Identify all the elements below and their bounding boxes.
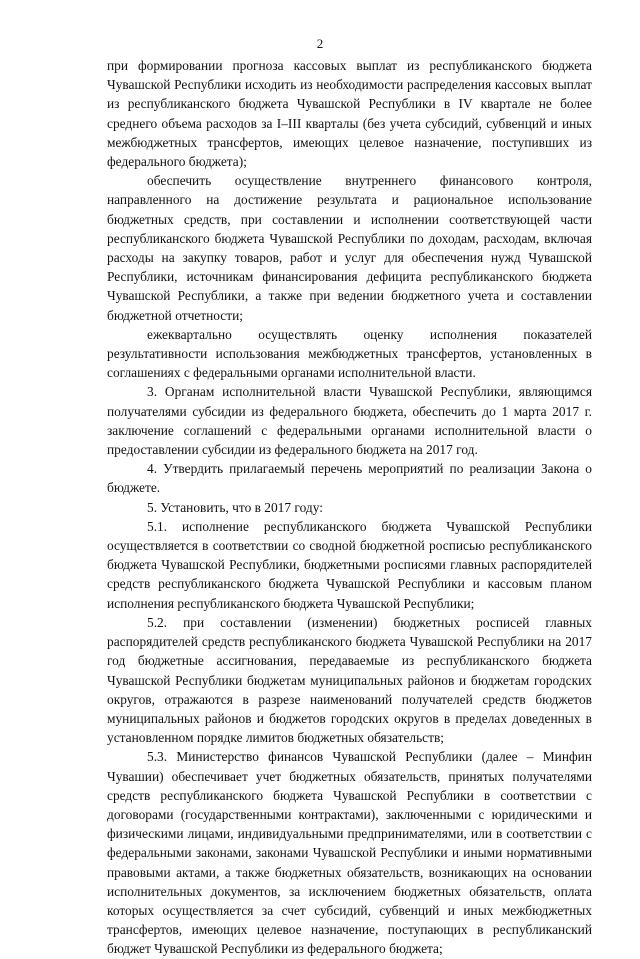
page-number: 2 xyxy=(316,36,324,51)
paragraph-quarterly-assessment: ежеквартально осуществлять оценку исполнения показателей результативности использования межбюджетных трансфертов, установленных в соглашениях с федеральными органами исполнительной власти. xyxy=(107,326,592,381)
paragraph-cash-payments-forecast: при формировании прогноза кассовых выплат из республиканского бюджета Чувашской Республики исходить из необходимости распределения кассовых выплат из республиканского бюджета Чувашской Республики в IV квартале не более среднего объема расходов за I–III кварталы (без учета субсидий, субвенций и иных межбюджетных трансфертов, имеющих целевое назначение, поступивших из федерального бюджета); xyxy=(107,58,592,170)
paragraph-item-5-2: 5.2. при составлении (изменении) бюджетных росписей главных распорядителей средств республиканского бюджета Чувашской Республики на 2017 год бюджетные ассигнования, передаваемые из республиканского бюджета Чувашской Республики бюджетам муниципальных районов и бюджетам городских округов, отражаются в разрезе наименований получателей средств бюджетов муниципальных районов и бюджетов городских округов в пределах доведенных в установленном порядке лимитов бюджетных обязательств; xyxy=(107,614,592,746)
document-body xyxy=(107,56,592,959)
paragraph-item-5-1: 5.1. исполнение республиканского бюджета Чувашской Республики осуществляется в соответствии со сводной бюджетной росписью республиканского бюджета Чувашской Республики, бюджетными росписями главных распорядителей средств республиканского бюджета Чувашской Республики и кассовым планом исполнения республиканского бюджета Чувашской Республики; xyxy=(107,518,592,611)
paragraph-item-4: 4. Утвердить прилагаемый перечень мероприятий по реализации Закона о бюджете. xyxy=(107,461,592,496)
paragraph-item-5-3: 5.3. Министерство финансов Чувашской Республики (далее – Минфин Чувашии) обеспечивает учет бюджетных обязательств, принятых получателями средств республиканского бюджета Чувашской Республики в соответствии с договорами (государственными контрактами), заключенными с юридическими и физическими лицами, индивидуальными предпринимателями, или в соответствии с федеральными законами, законами Чувашской Республики и иными нормативными правовыми актами, а также бюджетных обязательств, возникающих на основании исполнительных документов, за исключением бюджетных обязательств, оплата которых осуществляется за счет субсидий, субвенций и иных межбюджетных трансфертов, имеющих целевое назначение, поступающих в республиканский бюджет Чувашской Республики из федерального бюджета; xyxy=(107,749,592,957)
paragraph-item-3: 3. Органам исполнительной власти Чувашской Республики, являющимся получателями субсидии из федерального бюджета, обеспечить до 1 марта 2017 г. заключение соглашений с федеральными органами исполнительной власти о предоставлении субсидии из федерального бюджета на 2017 год. xyxy=(107,384,592,458)
paragraph-internal-financial-control: обеспечить осуществление внутреннего финансового контроля, направленного на достижение результата и рациональное использование бюджетных средств, при составлении и исполнении соответствующей части республиканского бюджета Чувашской Республики по доходам, расходам, включая расходы на закупку товаров, работ и услуг для обеспечения нужд Чувашской Республики, источникам финансирования дефицита республиканского бюджета Чувашской Республики, а также при ведении бюджетного учета и составлении бюджетной отчетности; xyxy=(107,173,592,323)
paragraph-item-5: 5. Установить, что в 2017 году: xyxy=(147,499,323,515)
